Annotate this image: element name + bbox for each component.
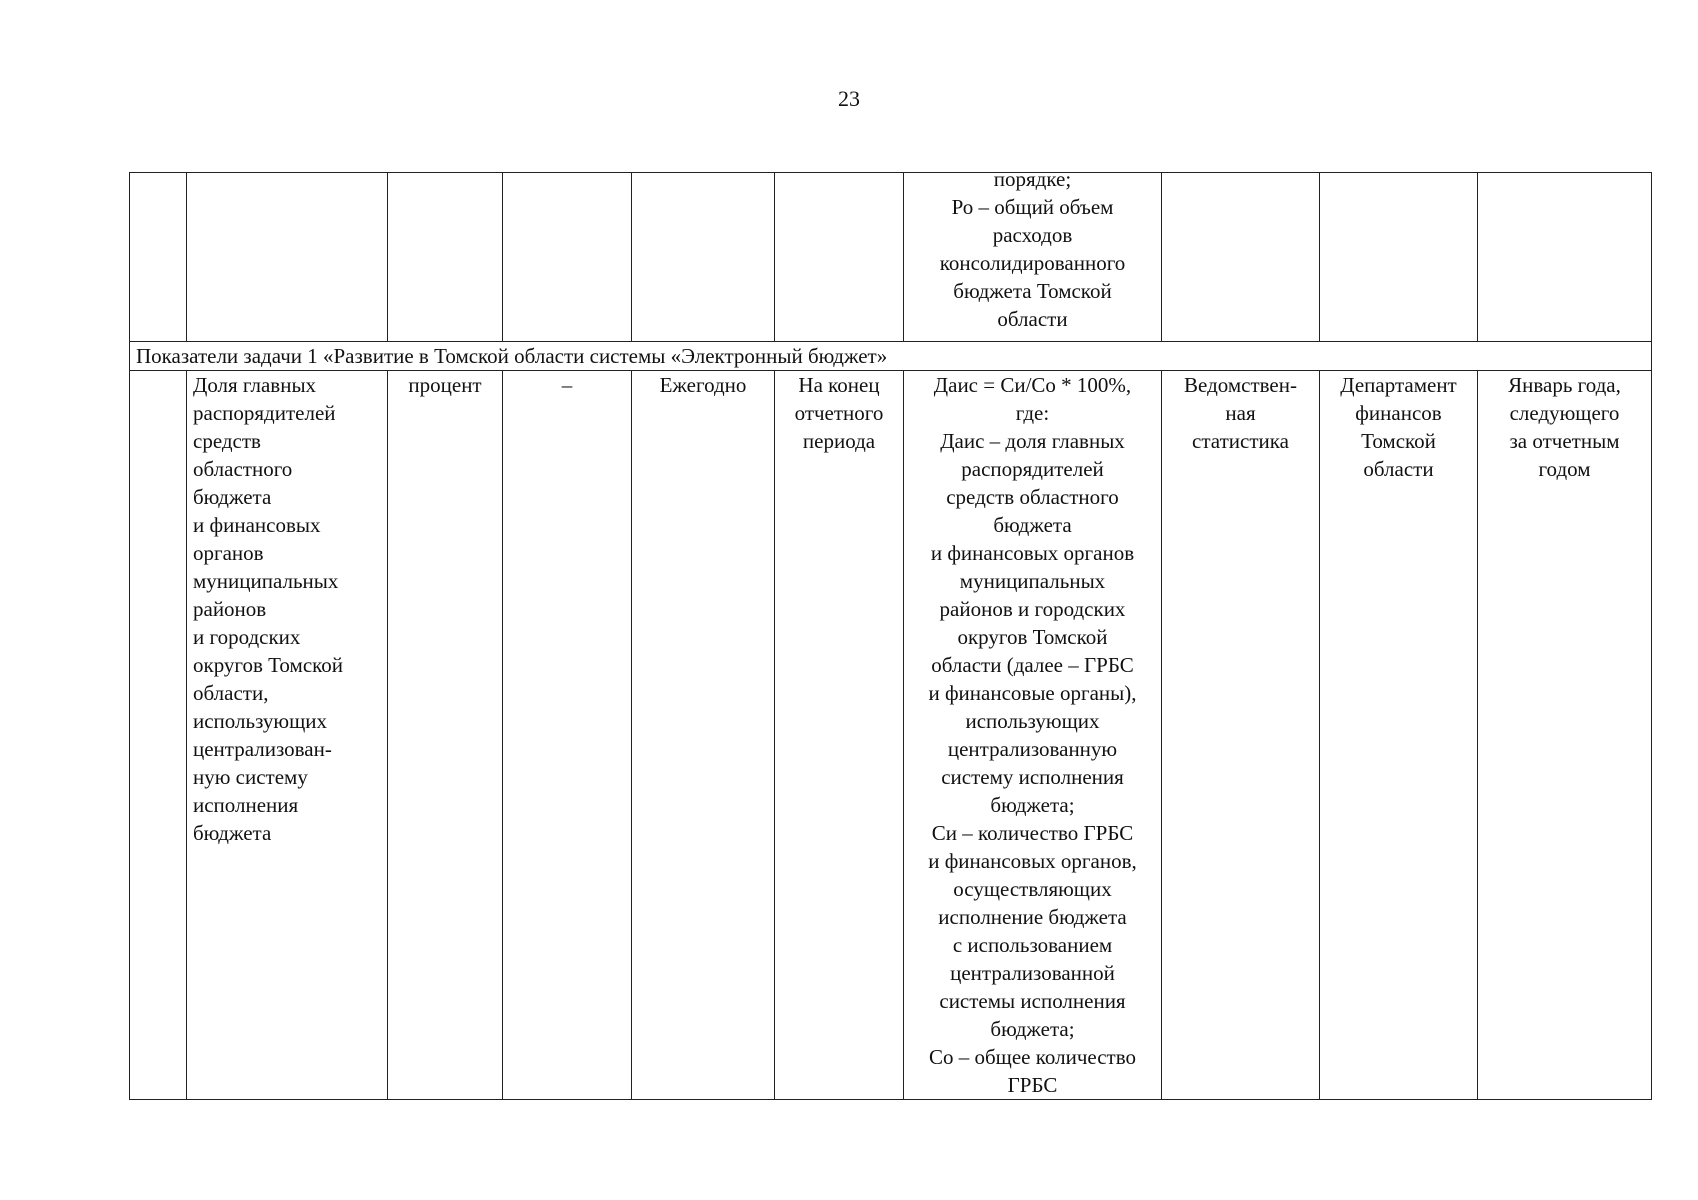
indicator-row bbox=[130, 371, 1652, 1100]
cell-unit: процент bbox=[388, 371, 503, 1100]
cell-formula: порядке; Ро – общий объем расходов консолидированного бюджета Томской области bbox=[904, 165, 1162, 334]
cell-formula: Даис = Си/Со * 100%, где: Даис – доля главных распорядителей средств областного бюджета и финансовых органов муниципальных районов и городских округов Томской области (далее – ГРБС и финансовые органы), использующих централизованную систему исполнения бюджета; Си – количество ГРБС и финансовых органов, осуществляющих исполнение бюджета с использованием централизованной системы исполнения бюджета; Со – общее количество ГРБС bbox=[904, 371, 1162, 1100]
cell-indicator: Доля главных распорядителей средств областного бюджета и финансовых органов муниципальных районов и городских округов Томской области, использующих централизован- ную систему исполнения бюджета bbox=[187, 371, 388, 1100]
section-header: Показатели задачи 1 «Развитие в Томской области системы «Электронный бюджет» bbox=[130, 342, 1652, 371]
cell-responsible: Департамент финансов Томской области bbox=[1320, 371, 1478, 1100]
cell-deadline bbox=[1478, 173, 1652, 342]
continuation-row bbox=[130, 173, 1652, 342]
cell-deadline: Январь года, следующего за отчетным годом bbox=[1478, 371, 1652, 1100]
cell-source: Ведомствен- ная статистика bbox=[1162, 371, 1320, 1100]
cell-period bbox=[775, 173, 904, 342]
cell-indicator bbox=[187, 173, 388, 342]
cell-number bbox=[130, 173, 187, 342]
cell-dash bbox=[503, 173, 632, 342]
section-header-row bbox=[130, 342, 1652, 371]
cell-responsible bbox=[1320, 173, 1478, 342]
cell-unit bbox=[388, 173, 503, 342]
cell-frequency: Ежегодно bbox=[632, 371, 775, 1100]
cell-dash: – bbox=[503, 371, 632, 1100]
indicators-table bbox=[129, 167, 1652, 1100]
cell-frequency bbox=[632, 173, 775, 342]
cell-period: На конец отчетного периода bbox=[775, 371, 904, 1100]
page-number: 23 bbox=[838, 86, 860, 111]
cell-source bbox=[1162, 173, 1320, 342]
cell-number bbox=[130, 371, 187, 1100]
